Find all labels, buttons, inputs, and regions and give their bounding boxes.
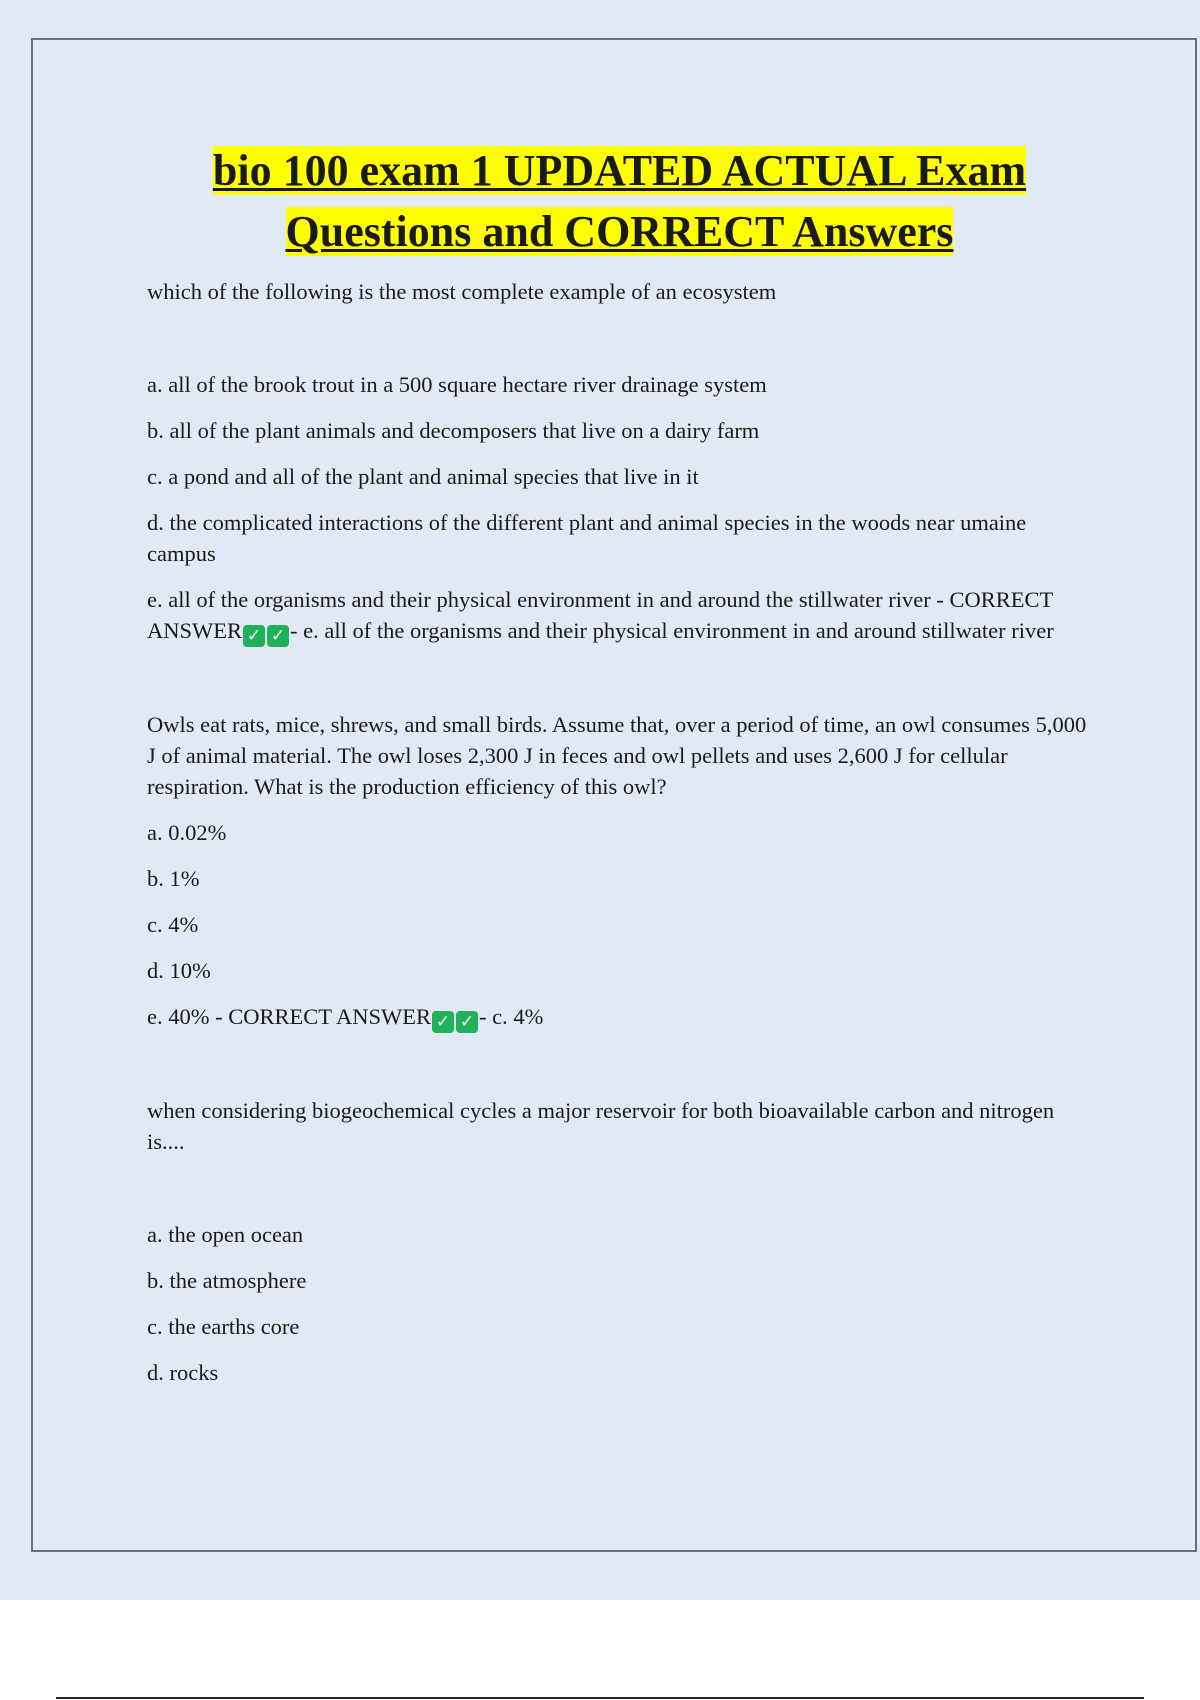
title-line-2: Questions and CORRECT Answers — [285, 207, 954, 256]
check-box-icon: ✓ — [243, 625, 265, 647]
check-box-icon: ✓ — [432, 1011, 454, 1033]
page-content — [147, 140, 1092, 1388]
q2-option-a: a. 0.02% — [147, 820, 227, 845]
q1-option-a: a. all of the brook trout in a 500 square hectare river drainage system — [147, 372, 767, 397]
q1-correct-answer: - e. all of the organisms and their physical environment in and around stillwater river — [290, 618, 1054, 643]
q2-option-c: c. 4% — [147, 912, 199, 937]
q2-option-e-with-answer — [147, 1001, 1092, 1033]
footer-rule — [56, 1697, 1144, 1699]
question-3-text: when considering biogeochemical cycles a major reservoir for both bioavailable carbon and nitrogen is.... — [147, 1098, 1055, 1154]
q2-option-d: d. 10% — [147, 958, 211, 983]
title-line-1: bio 100 exam 1 UPDATED ACTUAL Exam — [212, 146, 1027, 195]
q3-option-c: c. the earths core — [147, 1314, 300, 1339]
q1-option-d: d. the complicated interactions of the different plant and animal species in the woods near umaine campus — [147, 510, 1027, 566]
question-2-text: Owls eat rats, mice, shrews, and small birds. Assume that, over a period of time, an owl consumes 5,000 J of animal material. The owl loses 2,300 J in feces and owl pellets and uses 2,600 J for cellular respiration. What is the production efficiency of this owl? — [147, 712, 1087, 799]
document-page — [31, 38, 1197, 1552]
q3-option-d: d. rocks — [147, 1360, 219, 1385]
q1-option-e-with-answer — [147, 584, 1092, 647]
document-title — [147, 140, 1092, 262]
q2-correct-answer: - c. 4% — [478, 1004, 544, 1029]
q1-option-c: c. a pond and all of the plant and animal species that live in it — [147, 464, 699, 489]
q2-option-b: b. 1% — [147, 866, 200, 891]
q2-option-e: e. 40% - CORRECT ANSWER — [147, 1004, 431, 1029]
q1-option-e: e. all of the organisms and their physical environment in and around the stillwater river - CORRECT ANSWER — [147, 587, 1053, 643]
q3-option-b: b. the atmosphere — [147, 1268, 307, 1293]
q1-option-b: b. all of the plant animals and decomposers that live on a dairy farm — [147, 418, 760, 443]
check-box-icon: ✓ — [267, 625, 289, 647]
check-box-icon: ✓ — [456, 1011, 478, 1033]
question-1-text: which of the following is the most complete example of an ecosystem — [147, 279, 777, 304]
q3-option-a: a. the open ocean — [147, 1222, 304, 1247]
